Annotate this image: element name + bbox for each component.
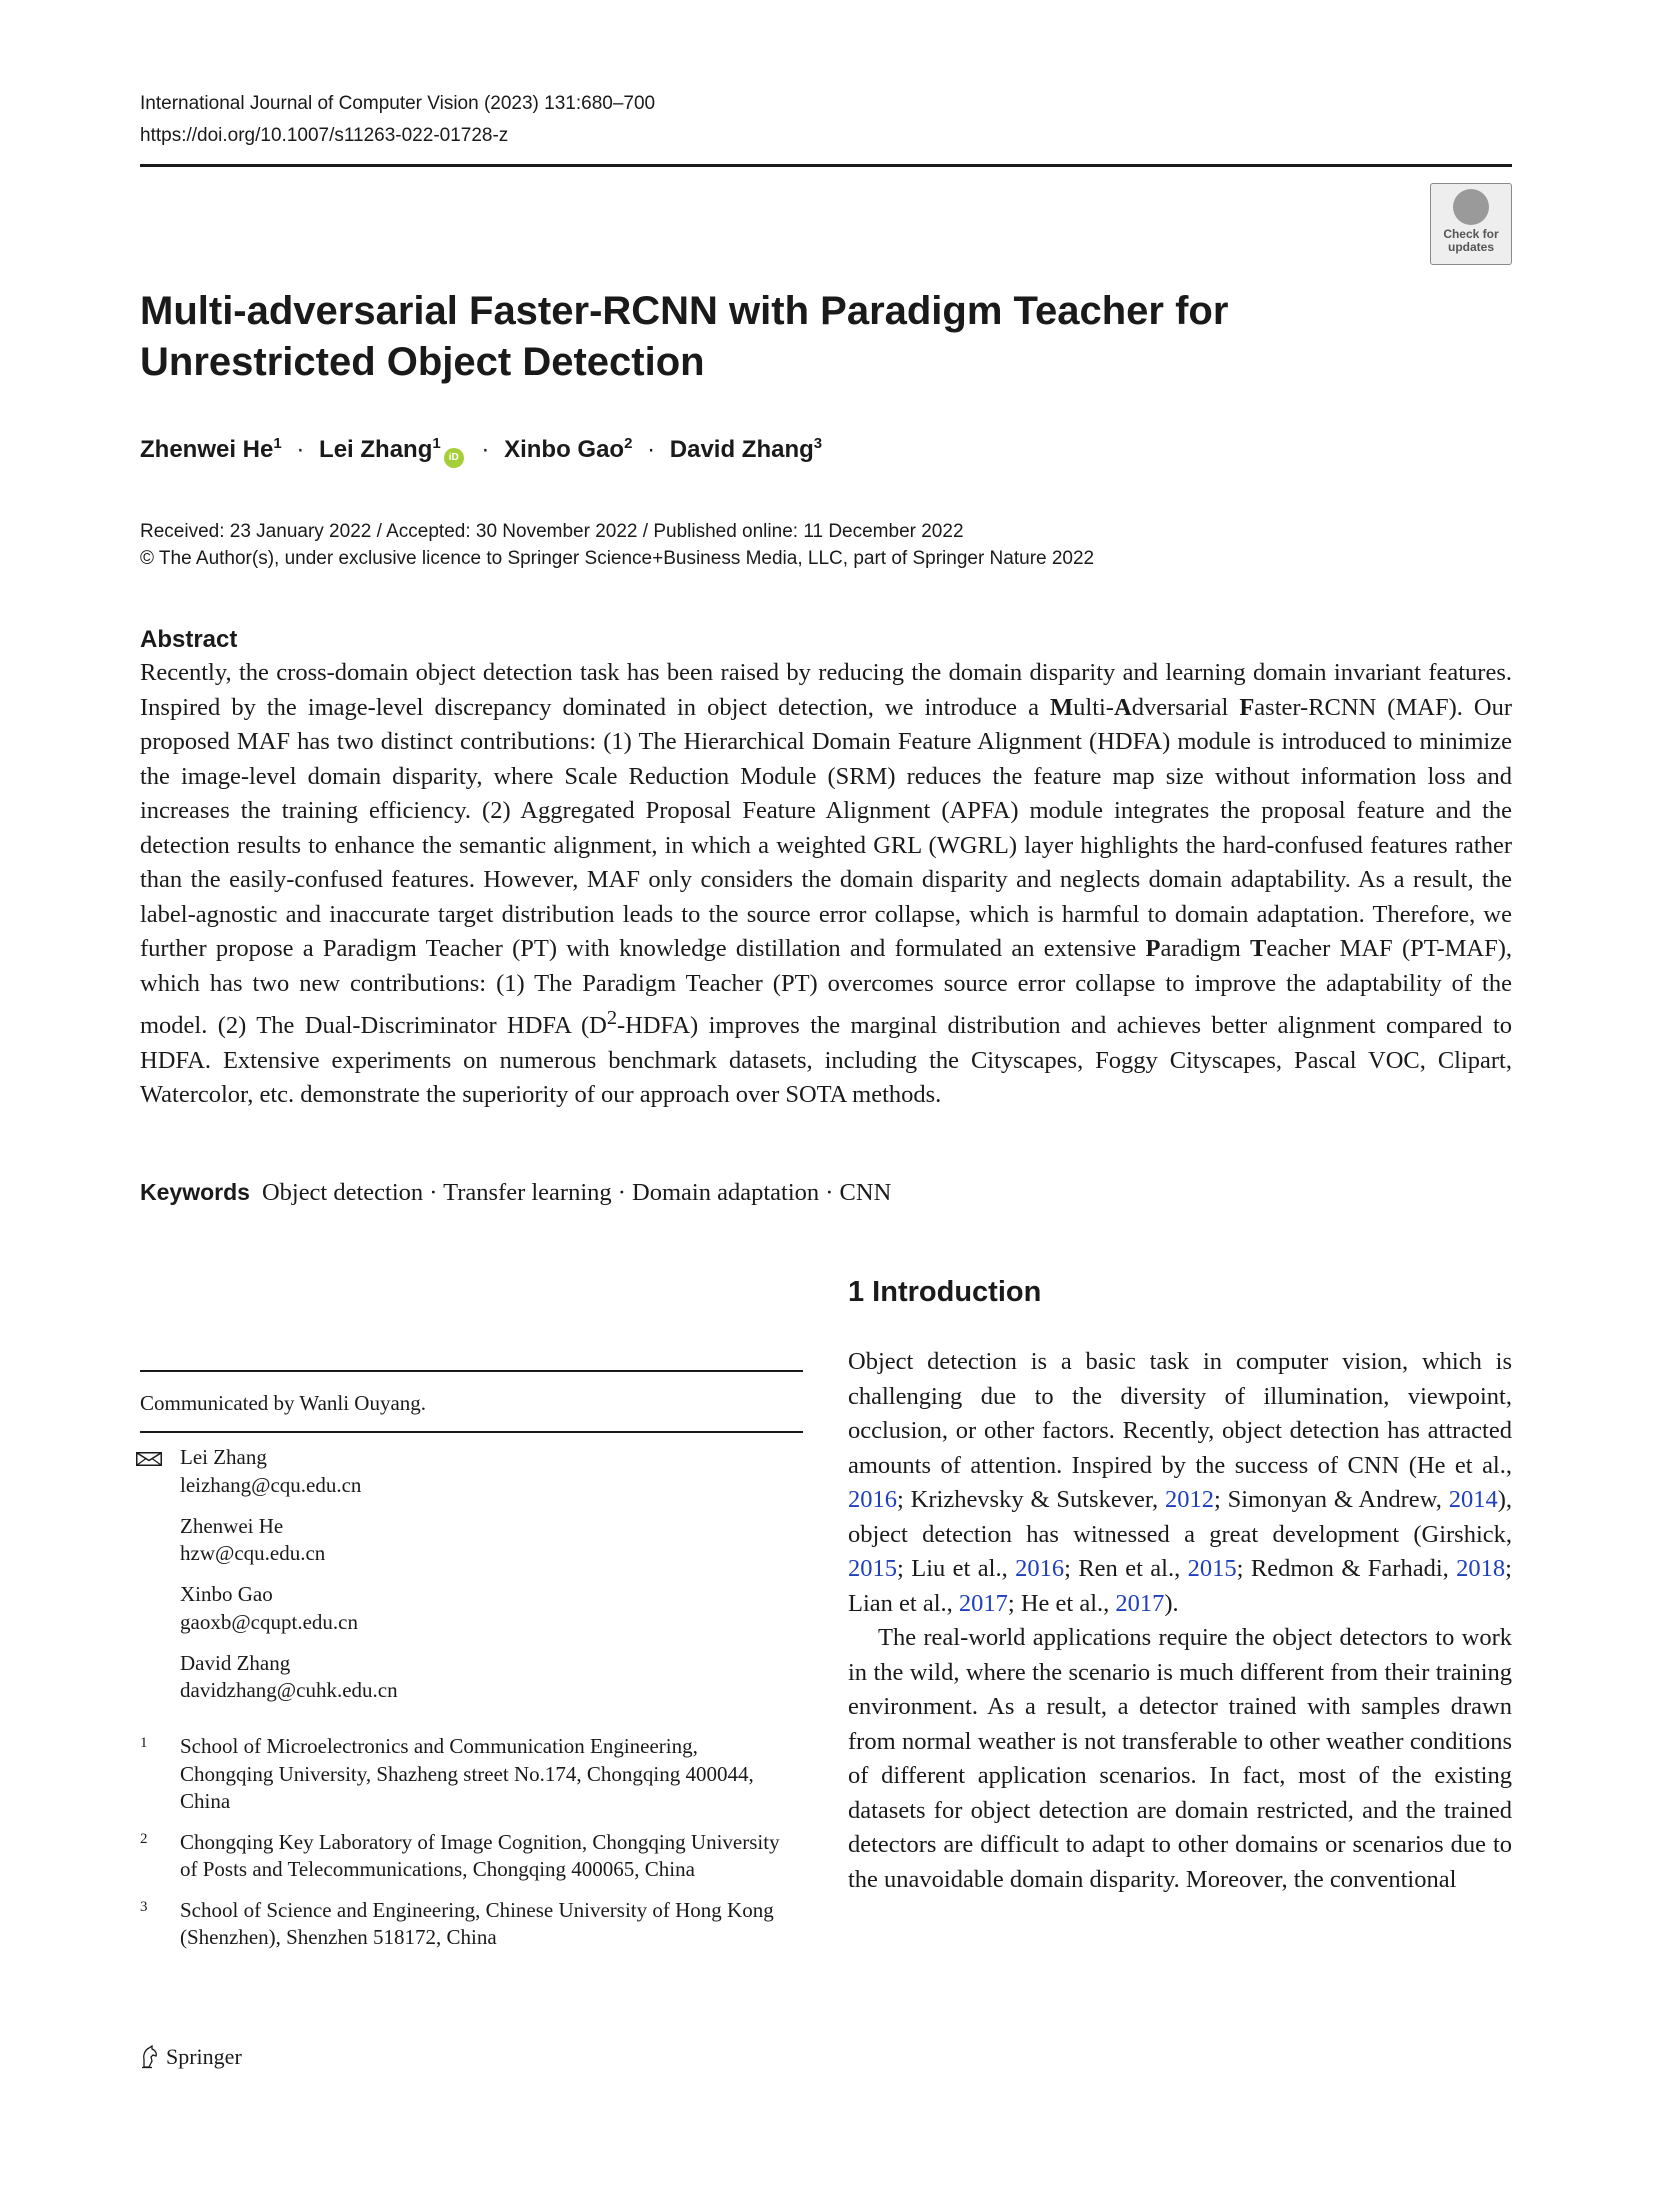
citation-link[interactable]: 2016 <box>848 1486 897 1513</box>
contact-list <box>180 1444 398 1718</box>
badge-label: Check for updates <box>1443 227 1499 254</box>
author-separator: · <box>296 436 305 463</box>
introduction-paragraph-2: The real-world applications require the object detectors to work in the wild, where the scenario is much different from their training environment. As a result, a detector trained with samples drawn from normal weather is not transferable to other weather conditions of different application scenarios. In fact, most of the existing datasets for object detection are domain restricted, and the trained detectors are difficult to adapt to other domains or scenarios due to the unavoidable domain disparity. Moreover, the conventional <box>848 1624 1512 1893</box>
author-affiliation: 2 <box>624 435 633 452</box>
author-name: Zhenwei He <box>140 436 274 463</box>
contact-entry <box>180 1444 398 1499</box>
affiliation-text: Chongqing Key Laboratory of Image Cognition, Chongqing University of Posts and Telecommunications, Chongqing 400065, China <box>180 1829 780 1881</box>
author-name: David Zhang <box>669 436 814 463</box>
paragraph-text: ). <box>1164 1589 1179 1617</box>
contact-email[interactable]: davidzhang@cuhk.edu.cn <box>180 1678 398 1702</box>
affiliation-number: 3 <box>140 1898 148 1915</box>
paragraph-text: ; Ren et al., <box>1064 1555 1188 1582</box>
contact-name: Zhenwei He <box>180 1513 284 1538</box>
keywords <box>140 1175 891 1210</box>
citation-link[interactable]: 2017 <box>958 1589 1008 1617</box>
contact-email[interactable]: hzw@cqu.edu.cn <box>180 1541 326 1565</box>
paragraph-text: ; Liu et al., <box>897 1555 1016 1582</box>
affiliation-text: School of Microelectronics and Communication Engineering, Chongqing University, Shazheng street No.174, Chongqing 400044, China <box>180 1734 754 1813</box>
abstract-heading: Abstract <box>140 626 238 653</box>
paragraph-text: ; He et al., <box>1007 1589 1116 1617</box>
author-name: Xinbo Gao <box>504 436 625 463</box>
envelope-icon <box>136 1452 162 1466</box>
citation-link[interactable]: 2017 <box>1115 1589 1165 1617</box>
contact-email[interactable]: leizhang@cqu.edu.cn <box>180 1472 362 1497</box>
communicated-by: Communicated by Wanli Ouyang. <box>140 1391 427 1415</box>
section-heading-introduction: 1 Introduction <box>848 1276 1042 1308</box>
paragraph-text: ; Simonyan & Andrew, <box>1213 1486 1449 1513</box>
contact-entry <box>180 1513 398 1568</box>
publisher-logo <box>140 2042 242 2072</box>
author-name: Lei Zhang <box>319 436 433 463</box>
author-list <box>140 433 822 468</box>
keywords-heading: Keywords <box>140 1179 250 1205</box>
introduction-paragraph-1 <box>848 1345 1512 1621</box>
check-for-updates-icon <box>1453 189 1489 225</box>
author-affiliation: 1 <box>273 435 282 452</box>
footnote-rule <box>140 1370 803 1372</box>
publication-info <box>140 518 1094 572</box>
journal-header <box>140 88 655 152</box>
affiliation-list <box>140 1733 780 1965</box>
paragraph-text: ), object detection has witnessed a great development (Girshick, <box>848 1486 1512 1548</box>
paragraph-text: ; Redmon & Farhadi, <box>1236 1555 1457 1582</box>
paragraph-text: Object detection is a basic task in computer vision, which is challenging due to the diversity of illumination, viewpoint, occlusion, or other factors. Recently, object detection has attracted amounts of attention. Inspired by the success of CNN (He et al., <box>848 1348 1512 1479</box>
citation-link[interactable]: 2016 <box>1015 1555 1065 1582</box>
contact-name: Xinbo Gao <box>180 1582 273 1606</box>
citation-link[interactable]: 2018 <box>1456 1555 1506 1582</box>
abstract-body: Recently, the cross-domain object detection task has been raised by reducing the domain disparity and learning domain invariant features. Inspired by the image-level discrepancy dominated in object detection, we introduce a Multi-Adversarial Faster-RCNN (MAF). Our proposed MAF has two distinct contributions: (1) The Hierarchical Domain Feature Alignment (HDFA) module is introduced to minimize the image-level domain disparity, where Scale Reduction Module (SRM) reduces the feature map size without information loss and increases the training efficiency. (2) Aggregated Proposal Feature Alignment (APFA) module integrates the proposal feature and the detection results to enhance the semantic alignment, in which a weighted GRL (WGRL) layer highlights the hard-confused features rather than the easily-confused features. However, MAF only considers the domain disparity and neglects domain adaptability. As a result, the label-agnostic and inaccurate target distribution leads to the source error collapse, which is harmful to domain adaptation. Therefore, we further propose a Paradigm Teacher (PT) with knowledge distillation and formulated an extensive Paradigm Teacher MAF (PT-MAF), which has two new contributions: (1) The Paradigm Teacher (PT) overcomes source error collapse to improve the adaptability of the model. (2) The Dual-Discriminator HDFA $(D^2-HDFA)$ improves the marginal distribution and achieves better alignment compared to HDFA. Extensive experiments on numerous benchmark datasets, including the Cityscapes, Foggy Cityscapes, Pascal VOC, Clipart, Watercolor, etc. demonstrate the superiority of our approach over SOTA methods. <box>140 659 1512 1109</box>
citation-link[interactable]: 2015 <box>848 1555 897 1582</box>
introduction-body <box>848 1345 1512 1897</box>
contact-name: Lei Zhang <box>180 1445 267 1469</box>
author-separator: · <box>647 436 656 463</box>
copyright-line: © The Author(s), under exclusive licence to Springer Science+Business Media, LLC, part of Springer Nature 2022 <box>140 548 1095 569</box>
keywords-list: Object detection · Transfer learning · Domain adaptation · CNN <box>261 1179 892 1206</box>
doi-link[interactable]: https://doi.org/10.1007/s11263-022-01728-z <box>140 125 509 146</box>
author-separator: · <box>481 436 490 463</box>
contact-entry <box>180 1650 398 1705</box>
journal-citation: International Journal of Computer Vision (2023) 131:680–700 <box>140 93 656 114</box>
contact-email[interactable]: gaoxb@cqupt.edu.cn <box>180 1609 358 1634</box>
paper-title: Multi-adversarial Faster-RCNN with Paradigm Teacher for Unrestricted Object Detection <box>140 289 1229 384</box>
affiliation-entry <box>140 1897 780 1952</box>
check-for-updates-badge[interactable] <box>1430 183 1512 265</box>
contact-name: David Zhang <box>180 1650 291 1675</box>
citation-link[interactable]: 2015 <box>1187 1555 1237 1582</box>
affiliation-text: School of Science and Engineering, Chinese University of Hong Kong (Shenzhen), Shenzhen 518172, China <box>180 1897 774 1949</box>
contact-entry <box>180 1581 398 1636</box>
affiliation-entry <box>140 1733 780 1816</box>
author-affiliation: 1 <box>432 435 441 452</box>
affiliation-number: 1 <box>140 1735 148 1751</box>
citation-link[interactable]: 2012 <box>1164 1486 1214 1513</box>
paragraph-text: ; Lian et al., <box>848 1555 1512 1617</box>
publication-dates: Received: 23 January 2022 / Accepted: 30 November 2022 / Published online: 11 December 2022 <box>140 521 964 542</box>
affiliation-number: 2 <box>140 1830 148 1847</box>
publisher-name: Springer <box>166 2044 242 2069</box>
citation-link[interactable]: 2014 <box>1448 1486 1498 1513</box>
paragraph-text: ; Krizhevsky & Sutskever, <box>897 1486 1165 1513</box>
author-affiliation: 3 <box>813 435 823 452</box>
header-rule <box>140 164 1512 167</box>
footnote-rule <box>140 1431 803 1433</box>
springer-horse-icon <box>140 2045 160 2069</box>
affiliation-entry <box>140 1829 780 1884</box>
orcid-icon[interactable]: iD <box>444 448 464 468</box>
